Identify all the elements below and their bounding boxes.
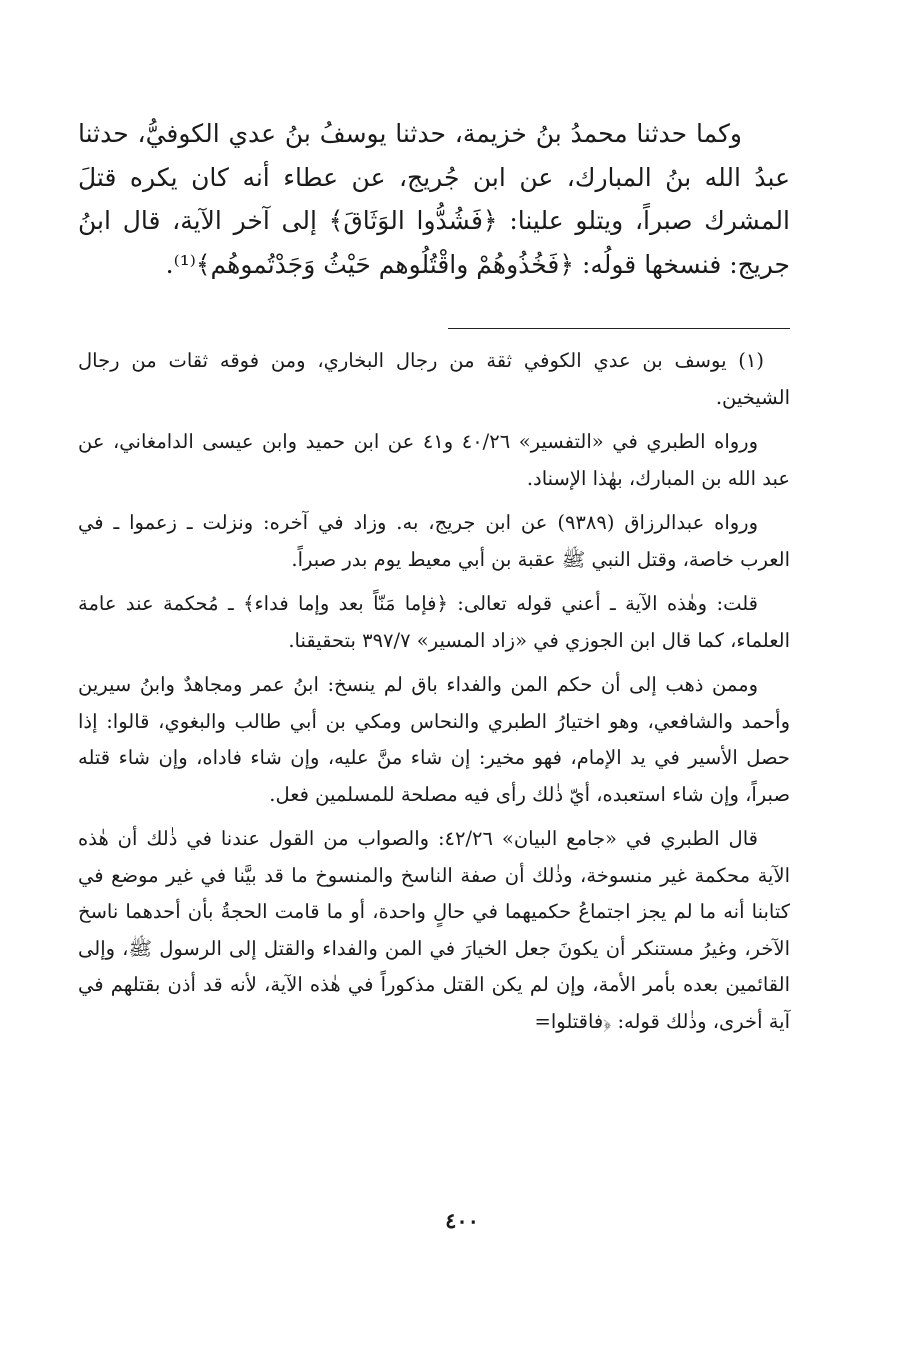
footnote-paragraph: ورواه عبدالرزاق (٩٣٨٩) عن ابن جريج، به. وزاد في آخره: ونزلت ـ زعموا ـ في العرب خاصة، وقتل النبي ﷺ عقبة بن أبي معيط يوم بدر صبراً.: [78, 511, 790, 571]
footnote-paragraph: وممن ذهب إلى أن حكم المن والفداء باق لم ينسخ: ابنُ عمر ومجاهدٌ وابنُ سيرين وأحمد والشافعي، وهو اختيارُ الطبري والنحاس ومكي بن أبي طالب والبغوي، قالوا: إذا حصل الأسير في يد الإمام، فهو مخير: إن شاء منَّ عليه، وإن شاء فاداه، وإن شاء قتله صبراً، وإن شاء استعبده، أيّ ذٰلك رأى فيه مصلحة للمسلمين فعل.: [78, 673, 790, 806]
page-number: ٤٠٠: [445, 1208, 479, 1233]
footnote-1: (١) يوسف بن عدي الكوفي ثقة من رجال البخاري، ومن فوقه ثقات من رجال الشيخين.: [78, 349, 790, 409]
footnote-paragraph: ورواه الطبري في «التفسير» ٤٠/٢٦ و٤١ عن ابن حميد وابن عيسى الدامغاني، عن عبد الله بن المبارك، بهٰذا الإسناد.: [78, 430, 790, 490]
main-paragraph: وكما حدثنا محمدُ بنُ خزيمة، حدثنا يوسفُ بنُ عدي الكوفيُّ، حدثنا عبدُ الله بنُ المبارك، عن ابن جُريج، عن عطاء أنه كان يكره قتلَ المشرك صبراً، ويتلو علينا: ﴿فَشُدُّوا الوَثَاقَ﴾ إلى آخر الآية، قال ابنُ جريج: فنسخها قولُه: ﴿فَخُذُوهُمْ واقْتُلُوهم حَيْثُ وَجَدْتُموهُم﴾⁽¹⁾.: [78, 119, 790, 279]
footnote-paragraph: قلت: وهٰذه الآية ـ أعني قوله تعالى: ﴿فإما مَنّاً بعد وإما فداء﴾ ـ مُحكمة عند عامة العلماء، كما قال ابن الجوزي في «زاد المسير» ٣٩٧/٧ بتحقيقنا.: [78, 592, 790, 652]
footnote-separator: [448, 328, 790, 329]
footnotes: [78, 343, 790, 1048]
footnote-paragraph: قال الطبري في «جامع البيان» ٤٢/٢٦: والصواب من القول عندنا في ذٰلك أن هٰذه الآية محكمة غير منسوخة، وذٰلك أن صفة الناسخ والمنسوخ ما قد بيَّنا في غير موضع في كتابنا أنه ما لم يجز اجتماعُ حكميهما في حالٍ واحدة، أو ما قامت الحجةُ بأن أحدهما ناسخ الآخر، وغيرُ مستنكر أن يكونَ جعل الخيارَ في المن والفداء والقتل إلى الرسول ﷺ، وإلى القائمين بعده بأمر الأمة، وإن لم يكن القتل مذكوراً في هٰذه الآية، لأنه قد أذن بقتلهم في آية أخرى، وذٰلك قوله: ﴿فاقتلوا=: [78, 827, 790, 1033]
main-text: [78, 112, 790, 286]
